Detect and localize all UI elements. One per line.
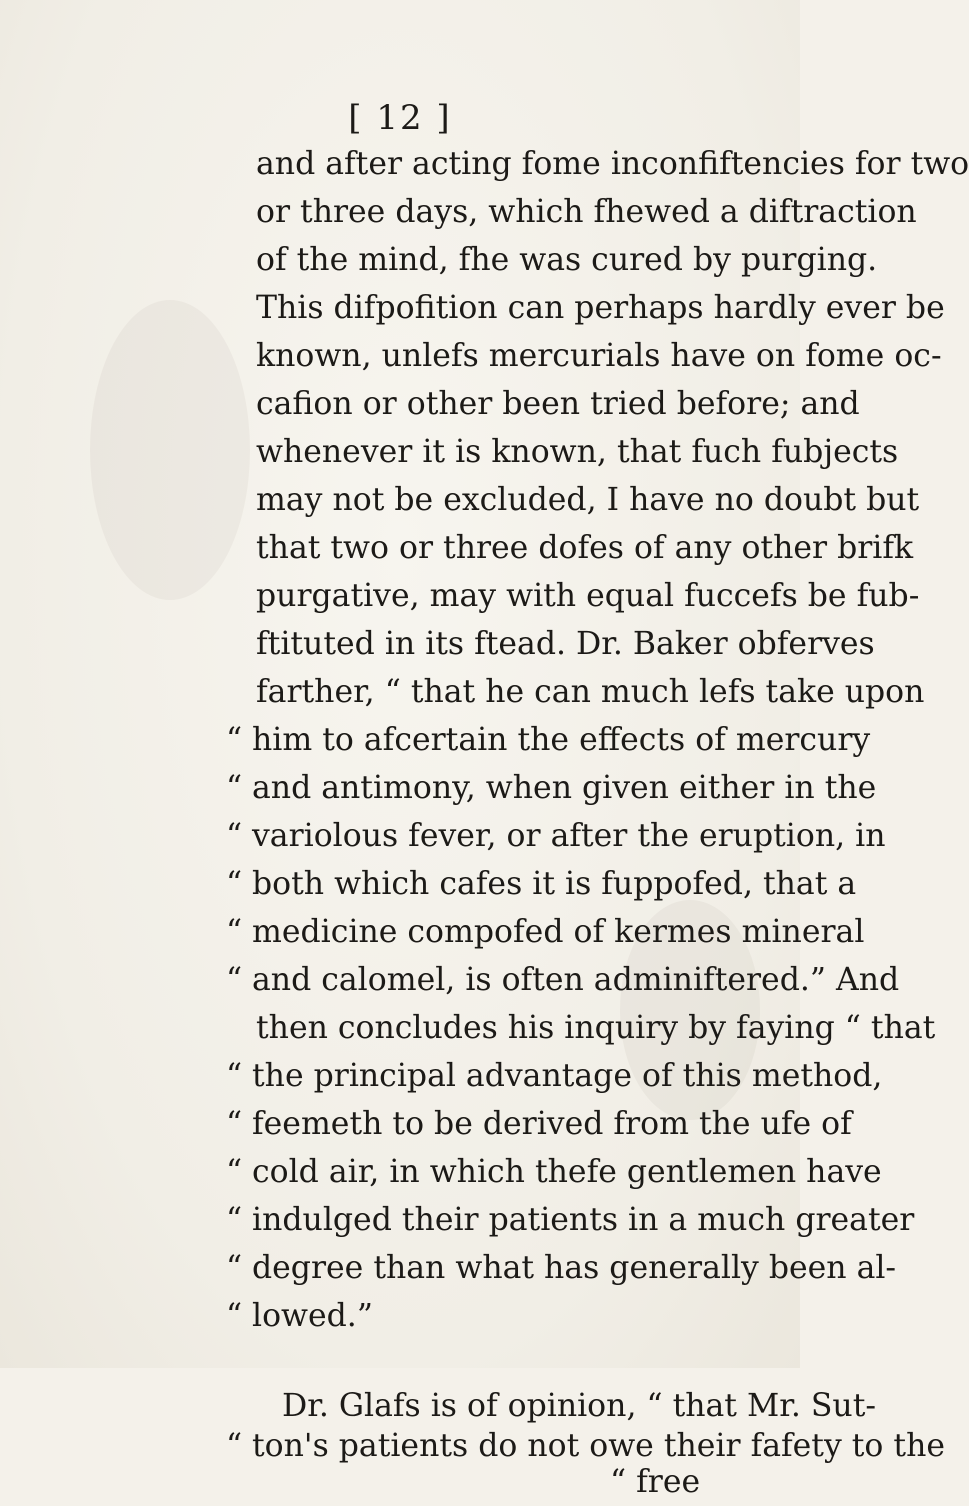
text-line [226, 860, 857, 908]
text-line [226, 812, 886, 860]
quote-mark: “ [226, 1202, 243, 1238]
text-line [226, 1244, 897, 1292]
line-text: cold air, in which thefe gentlemen have [252, 1154, 882, 1190]
text-line [226, 1196, 915, 1244]
text-line [226, 1292, 676, 1340]
line-text: indulged their patients in a much greater [252, 1202, 915, 1238]
line-text: cafion or other been tried before; and [256, 386, 860, 422]
line-text: feemeth to be derived from the ufe of [252, 1106, 852, 1142]
quote-mark: “ [226, 914, 243, 950]
text-line [256, 476, 920, 524]
quote-mark: “ [226, 770, 243, 806]
text-line [256, 140, 969, 188]
line-text: ftituted in its ftead. Dr. Baker obferves [256, 626, 875, 662]
text-line [256, 380, 860, 428]
quote-mark: “ [226, 962, 243, 998]
quote-mark: “ [226, 722, 243, 758]
line-text: both which cafes it is fuppofed, that a [252, 866, 857, 902]
line-text: of the mind, fhe was cured by purging. [256, 242, 878, 278]
text-line [256, 236, 878, 284]
line-text: him to afcertain the effects of mercury [252, 722, 871, 758]
line-text: purgative, may with equal fuccefs be fub- [256, 578, 920, 614]
text-line [256, 1004, 936, 1052]
quote-mark: “ [226, 1428, 243, 1464]
line-text: whenever it is known, that fuch fubjects [256, 434, 899, 470]
text-line [226, 908, 865, 956]
catchword: “ free [610, 1464, 701, 1500]
quote-mark: “ [226, 1154, 243, 1190]
line-text: farther, “ that he can much lefs take upon [256, 674, 925, 710]
text-line [256, 332, 942, 380]
line-text: This difpofition can perhaps hardly ever be [256, 290, 945, 326]
text-line [226, 956, 900, 1004]
line-text: known, unlefs mercurials have on fome oc- [256, 338, 942, 374]
text-line [226, 764, 877, 812]
line-text: degree than what has generally been al- [252, 1250, 897, 1286]
text-line [256, 668, 925, 716]
text-line [256, 428, 899, 476]
line-text: then concludes his inquiry by faying “ that [256, 1010, 936, 1046]
text-line [226, 1052, 883, 1100]
line-text: variolous fever, or after the eruption, in [252, 818, 886, 854]
line-text: medicine compofed of kermes mineral [252, 914, 865, 950]
text-line [226, 1148, 882, 1196]
line-text: or three days, which fhewed a diftraction [256, 194, 917, 230]
text-line [256, 188, 917, 236]
quote-mark: “ [226, 1058, 243, 1094]
line-text: may not be excluded, I have no doubt but [256, 482, 920, 518]
quote-mark: “ [226, 866, 243, 902]
quote-mark: “ [226, 818, 243, 854]
page-number: [ 12 ] [348, 98, 452, 138]
text-line [256, 620, 875, 668]
line-text: ton's patients do not owe their fafety to the [252, 1428, 945, 1464]
line-text: Dr. Glafs is of opinion, “ that Mr. Sut- [282, 1388, 877, 1424]
line-text: that two or three dofes of any other brifk [256, 530, 914, 566]
quote-mark: “ [226, 1298, 243, 1334]
text-line [256, 572, 920, 620]
line-text: and after acting fome inconfiftencies for two [256, 146, 969, 182]
quote-mark: “ [226, 1106, 243, 1142]
line-text: and calomel, is often adminiftered.” And [252, 962, 900, 998]
line-text: lowed.” [252, 1298, 373, 1334]
line-text: the principal advantage of this method, [252, 1058, 883, 1094]
text-line [226, 1100, 852, 1148]
paper-stain [90, 300, 250, 600]
text-line [256, 284, 945, 332]
text-line [256, 524, 914, 572]
line-text: and antimony, when given either in the [252, 770, 877, 806]
quote-mark: “ [226, 1250, 243, 1286]
text-line [226, 716, 871, 764]
